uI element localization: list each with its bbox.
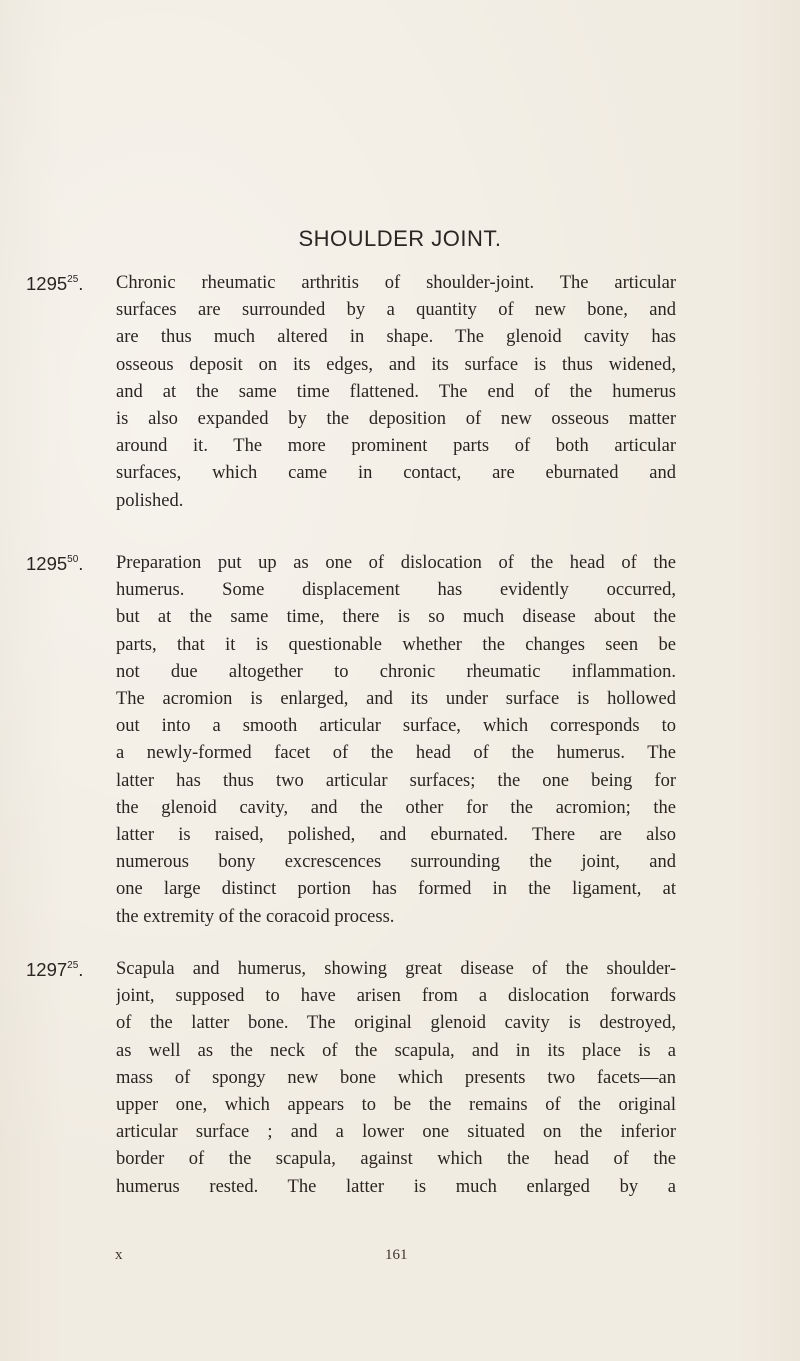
entry-line: surfaces are surrounded by a quantity of new bone, and: [116, 300, 676, 321]
entry-line: Chronic rheumatic arthritis of shoulder-joint. The articular: [116, 273, 676, 293]
entry-line: latter is raised, polished, and eburnated. There are also: [116, 825, 676, 846]
page-number: 161: [385, 1247, 408, 1263]
entry-line: one large distinct portion has formed in the ligament, at: [116, 879, 676, 900]
entry-number: 1297$^{25}$.: [26, 959, 84, 980]
entry-line: articular surface ; and a lower one situated on the inferior: [116, 1122, 676, 1143]
entry-line: not due altogether to chronic rheumatic inflammation.: [116, 661, 676, 682]
entry-line: humerus. Some displacement has evidently occurred,: [116, 580, 676, 601]
entry-line: numerous bony excrescences surrounding the joint, and: [116, 852, 676, 873]
entry-line: parts, that it is questionable whether the changes seen be: [116, 634, 676, 655]
entry-line: around it. The more prominent parts of both articular: [116, 436, 676, 457]
entry-line: humerus rested. The latter is much enlarged by a: [116, 1176, 676, 1197]
entry-line: and at the same time flattened. The end of the humerus: [116, 381, 676, 402]
entry-line: latter has thus two articular surfaces; the one being for: [116, 770, 676, 791]
page-heading: SHOULDER JOINT.: [298, 226, 502, 251]
entry-line: are thus much altered in shape. The glenoid cavity has: [116, 327, 676, 348]
entry-line: but at the same time, there is so much disease about the: [116, 607, 676, 628]
entry-line: out into a smooth articular surface, which corresponds to: [116, 716, 676, 737]
entry-line: Preparation put up as one of dislocation of the head of the: [116, 553, 676, 573]
entry-line: mass of spongy new bone which presents two facets—an: [116, 1067, 676, 1088]
catalogue-entry: [26, 956, 676, 1201]
entry-line: a newly-formed facet of the head of the humerus. The: [116, 743, 676, 764]
entry-line: as well as the neck of the scapula, and in its place is a: [116, 1040, 676, 1061]
entry-line: The acromion is enlarged, and its under surface is hollowed: [116, 689, 676, 710]
entry-line: osseous deposit on its edges, and its surface is thus widened,: [116, 354, 676, 375]
entry-line: is also expanded by the deposition of new osseous matter: [116, 409, 676, 430]
entry-line: of the latter bone. The original glenoid cavity is destroyed,: [116, 1013, 676, 1034]
signature-mark: x: [115, 1247, 123, 1263]
entry-line: the extremity of the coracoid process.: [116, 906, 395, 927]
entry-line: Scapula and humerus, showing great disease of the shoulder-: [116, 959, 676, 979]
catalogue-entry: [26, 550, 676, 931]
entry-line: the glenoid cavity, and the other for the acromion; the: [116, 797, 676, 818]
entry-line: surfaces, which came in contact, are eburnated and: [116, 463, 676, 484]
catalogue-entry: [26, 270, 676, 515]
entry-line: border of the scapula, against which the head of the: [116, 1149, 676, 1170]
entry-line: joint, supposed to have arisen from a dislocation forwards: [116, 986, 676, 1007]
entry-number: 1295$^{25}$.: [26, 273, 84, 294]
entry-line: upper one, which appears to be the remains of the original: [116, 1095, 676, 1116]
entry-line: polished.: [116, 490, 184, 511]
entry-number: 1295$^{50}$.: [26, 553, 84, 574]
